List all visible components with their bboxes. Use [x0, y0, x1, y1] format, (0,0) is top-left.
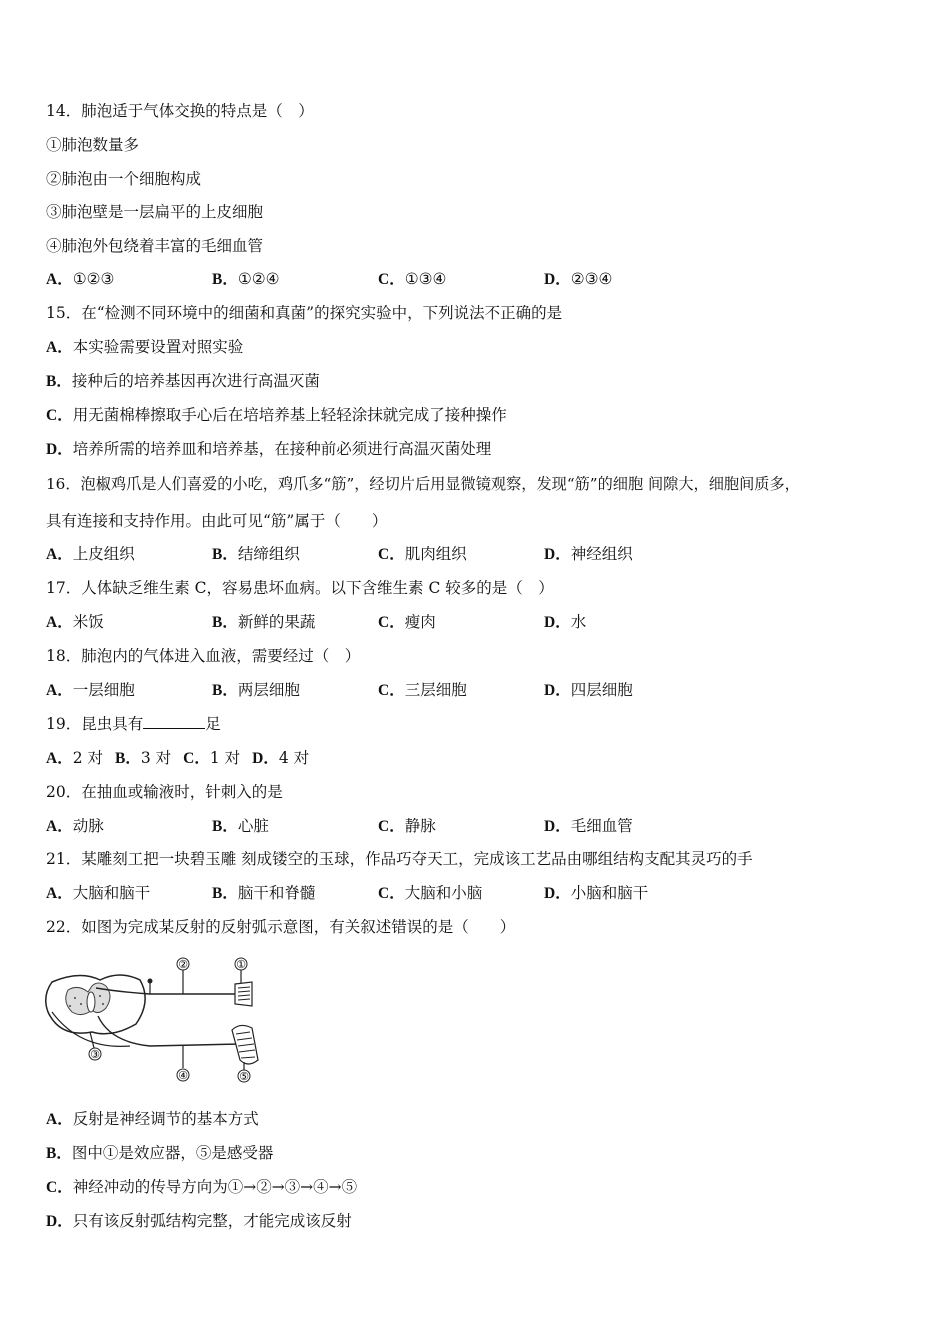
svg-text:④: ④ — [178, 1069, 188, 1082]
svg-text:⑤: ⑤ — [239, 1070, 249, 1083]
q19-options — [46, 748, 309, 769]
q18-option-d[interactable]: D．四层细胞 — [544, 681, 633, 699]
q18-option-c[interactable]: C．三层细胞 — [378, 681, 467, 699]
texture-dot — [80, 1003, 82, 1005]
q15-stem: 15．在“检测不同环境中的细菌和真菌”的探究实验中，下列说法不正确的是 — [46, 304, 563, 322]
q16-option-c[interactable]: C．肌肉组织 — [378, 545, 467, 563]
q21-stem: 21．某雕刻工把一块碧玉雕 刻成镂空的玉球，作品巧夺天工，完成该工艺品由哪组结构支配其灵巧的手 — [46, 850, 753, 868]
label-4 — [177, 1069, 189, 1082]
q17-option-b[interactable]: B．新鲜的果蔬 — [212, 613, 316, 631]
q16-option-b[interactable]: B．结缔组织 — [212, 545, 300, 563]
label-5 — [238, 1070, 250, 1083]
q20-stem: 20．在抽血或输液时，针刺入的是 — [46, 783, 283, 801]
central-canal — [87, 992, 95, 1012]
q19-option-b[interactable]: B．3 对 — [115, 749, 172, 767]
q20-option-d[interactable]: D．毛细血管 — [544, 817, 633, 835]
q19-option-d[interactable]: D．4 对 — [252, 749, 310, 767]
q14-option-d[interactable]: D．②③④ — [544, 270, 613, 288]
q16-option-d[interactable]: D．神经组织 — [544, 545, 633, 563]
svg-text:①: ① — [236, 958, 246, 971]
q15-option-d[interactable]: D．培养所需的培养皿和培养基，在接种前必须进行高温灭菌处理 — [46, 440, 492, 458]
texture-dot — [74, 997, 76, 999]
q18-option-b[interactable]: B．两层细胞 — [212, 681, 300, 699]
q21-option-b[interactable]: B．脑干和脊髓 — [212, 884, 316, 902]
texture-dot — [69, 1005, 71, 1007]
q17-stem: 17．人体缺乏维生素 C，容易患坏血病。以下含维生素 C 较多的是（ ） — [46, 579, 554, 597]
q16-option-a[interactable]: A．上皮组织 — [46, 545, 135, 563]
q22-option-b[interactable]: B．图中①是效应器，⑤是感受器 — [46, 1144, 274, 1162]
q21-option-a[interactable]: A．大脑和脑干 — [46, 884, 151, 902]
q17-option-d[interactable]: D．水 — [544, 613, 587, 631]
q19-option-a[interactable]: A．2 对 — [46, 749, 103, 767]
q14-option-c[interactable]: C．①③④ — [378, 270, 447, 288]
q15-option-c[interactable]: C．用无菌棉棒擦取手心后在培培养基上轻轻涂抹就完成了接种操作 — [46, 406, 507, 424]
q18-option-a[interactable]: A．一层细胞 — [46, 681, 135, 699]
q17-option-c[interactable]: C．瘦肉 — [378, 613, 436, 631]
q14-item-3: ③肺泡壁是一层扁平的上皮细胞 — [46, 203, 264, 221]
ganglion — [148, 979, 153, 984]
q18-stem: 18．肺泡内的气体进入血液，需要经过（ ） — [46, 647, 361, 665]
q21-option-c[interactable]: C．大脑和小脑 — [378, 884, 483, 902]
q20-option-a[interactable]: A．动脉 — [46, 817, 104, 835]
q17-options — [46, 612, 586, 633]
svg-text:③: ③ — [90, 1048, 100, 1061]
q15-option-b[interactable]: B．接种后的培养基因再次进行高温灭菌 — [46, 372, 320, 390]
q14-option-a[interactable]: A．①②③ — [46, 270, 115, 288]
q20-option-b[interactable]: B．心脏 — [212, 817, 269, 835]
q14-item-1: ①肺泡数量多 — [46, 136, 140, 154]
q16-options — [46, 544, 633, 565]
q14-stem: 14．肺泡适于气体交换的特点是（ ） — [46, 102, 314, 120]
q14-options — [46, 269, 612, 290]
q16-stem-line-1: 16．泡椒鸡爪是人们喜爱的小吃，鸡爪多“筋”，经切片后用显微镜观察，发现“筋”的细胞 间隙大，细胞间质多， — [46, 475, 800, 493]
pointer-3 — [90, 1032, 94, 1048]
q20-options — [46, 816, 633, 837]
reflex-arc-diagram — [40, 956, 270, 1088]
texture-dot — [102, 1003, 104, 1005]
q19-stem: 19．昆虫具有 足 — [46, 715, 221, 733]
q21-options — [46, 883, 648, 904]
q18-options — [46, 680, 633, 701]
q15-option-a[interactable]: A．本实验需要设置对照实验 — [46, 338, 244, 356]
q17-option-a[interactable]: A．米饭 — [46, 613, 104, 631]
q19-option-c[interactable]: C．1 对 — [183, 749, 241, 767]
q22-option-c[interactable]: C．神经冲动的传导方向为①→②→③→④→⑤ — [46, 1178, 358, 1196]
label-1 — [235, 958, 247, 971]
svg-text:②: ② — [178, 958, 188, 971]
q22-stem: 22．如图为完成某反射的反射弧示意图，有关叙述错误的是（ ） — [46, 918, 516, 936]
q22-option-d[interactable]: D．只有该反射弧结构完整，才能完成该反射 — [46, 1212, 352, 1230]
q16-stem-line-2: 具有连接和支持作用。由此可见“筋”属于（ ） — [46, 512, 388, 530]
q21-option-d[interactable]: D．小脑和脑干 — [544, 884, 649, 902]
q22-option-a[interactable]: A．反射是神经调节的基本方式 — [46, 1110, 259, 1128]
answer-blank[interactable] — [143, 714, 205, 729]
q14-item-2: ②肺泡由一个细胞构成 — [46, 170, 202, 188]
q14-item-4: ④肺泡外包绕着丰富的毛细血管 — [46, 237, 264, 255]
texture-dot — [99, 995, 101, 997]
label-3 — [89, 1048, 101, 1061]
label-2 — [177, 958, 189, 971]
q20-option-c[interactable]: C．静脉 — [378, 817, 436, 835]
receptor-block — [235, 982, 252, 1006]
q14-option-b[interactable]: B．①②④ — [212, 270, 280, 288]
